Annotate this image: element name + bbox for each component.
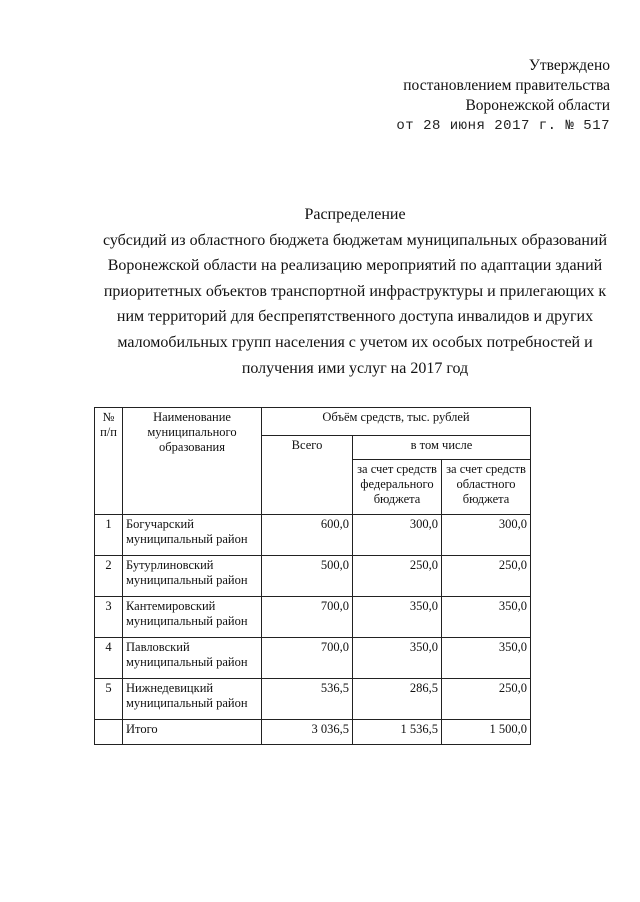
heading-line: субсидий из областного бюджета бюджетам муниципальных образований — [102, 231, 608, 249]
table-row — [95, 679, 531, 720]
cell-number-empty — [95, 720, 123, 745]
table-row — [95, 515, 531, 556]
subsidy-table — [94, 407, 531, 745]
approval-line-resolution: постановлением правительства — [403, 77, 610, 94]
totals-federal: 1 536,5 — [353, 720, 442, 745]
table-row — [95, 638, 531, 679]
approval-block — [396, 56, 610, 136]
totals-label: Итого — [123, 720, 262, 745]
header-number: № п/п — [95, 408, 123, 515]
heading-line: ним территорий для беспрепятственного доступа инвалидов и других — [116, 308, 594, 326]
header-total: Всего — [262, 436, 353, 515]
cell-federal: 250,0 — [353, 556, 442, 597]
cell-total: 600,0 — [262, 515, 353, 556]
cell-number: 4 — [95, 638, 123, 679]
cell-regional: 350,0 — [442, 597, 531, 638]
cell-name: Бутурлиновский муниципальный район — [123, 556, 262, 597]
heading-line: приоритетных объектов транспортной инфраструктуры и прилегающих к — [103, 282, 607, 300]
heading-line: маломобильных групп населения с учетом их особых потребностей и — [117, 333, 593, 351]
cell-name: Кантемировский муниципальный район — [123, 597, 262, 638]
totals-row — [95, 720, 531, 745]
cell-regional: 300,0 — [442, 515, 531, 556]
totals-total: 3 036,5 — [262, 720, 353, 745]
cell-number: 5 — [95, 679, 123, 720]
cell-total: 500,0 — [262, 556, 353, 597]
cell-number: 1 — [95, 515, 123, 556]
heading-line: получения ими услуг на 2017 год — [241, 359, 469, 377]
cell-total: 536,5 — [262, 679, 353, 720]
header-regional: за счет средств областного бюджета — [442, 460, 531, 515]
cell-name: Нижнедевицкий муниципальный район — [123, 679, 262, 720]
cell-regional: 250,0 — [442, 679, 531, 720]
cell-number: 3 — [95, 597, 123, 638]
header-including: в том числе — [353, 436, 531, 460]
header-federal: за счет средств федерального бюджета — [353, 460, 442, 515]
cell-federal: 286,5 — [353, 679, 442, 720]
cell-total: 700,0 — [262, 638, 353, 679]
approval-line-approved: Утверждено — [528, 57, 610, 74]
header-name: Наименование муниципального образования — [123, 408, 262, 515]
approval-date-number: от 28 июня 2017 г. № 517 — [396, 118, 610, 134]
table-row — [95, 556, 531, 597]
cell-regional: 250,0 — [442, 556, 531, 597]
cell-name: Павловский муниципальный район — [123, 638, 262, 679]
cell-name: Богучарский муниципальный район — [123, 515, 262, 556]
cell-federal: 350,0 — [353, 638, 442, 679]
header-volume: Объём средств, тыс. рублей — [262, 408, 531, 436]
totals-regional: 1 500,0 — [442, 720, 531, 745]
cell-federal: 350,0 — [353, 597, 442, 638]
cell-regional: 350,0 — [442, 638, 531, 679]
approval-line-region: Воронежской области — [465, 97, 610, 114]
document-heading — [70, 202, 640, 381]
table-row — [95, 597, 531, 638]
cell-federal: 300,0 — [353, 515, 442, 556]
table-header-row — [95, 408, 531, 436]
cell-number: 2 — [95, 556, 123, 597]
heading-line: Воронежской области на реализацию мероприятий по адаптации зданий — [107, 257, 603, 275]
heading-title: Распределение — [304, 206, 406, 223]
cell-total: 700,0 — [262, 597, 353, 638]
